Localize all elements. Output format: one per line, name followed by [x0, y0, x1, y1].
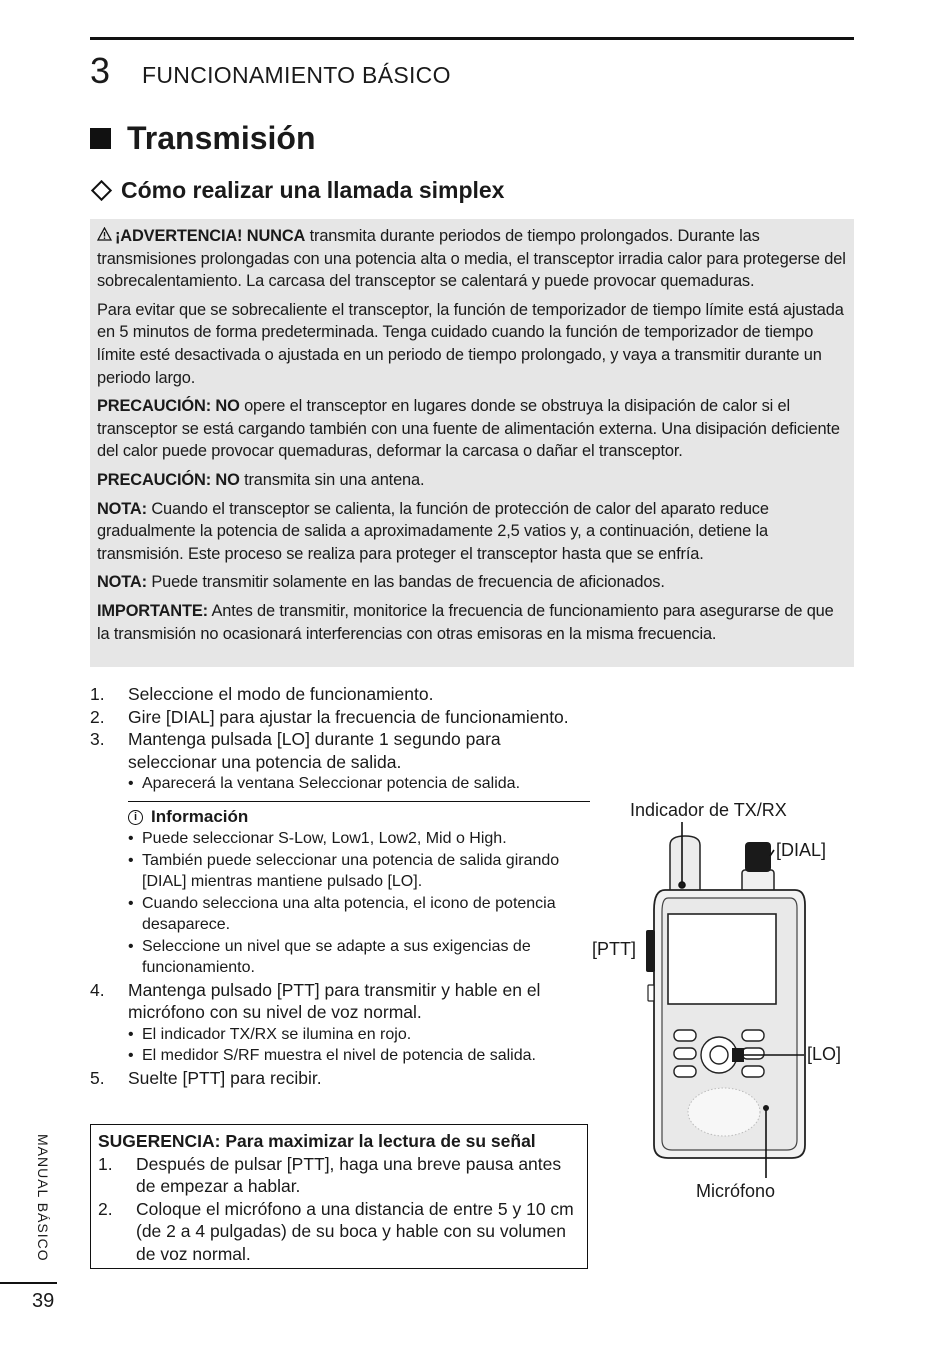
- warning-label: ¡ADVERTENCIA! NUNCA: [115, 227, 306, 245]
- info-bullet: [90, 936, 590, 979]
- bullet-dot: •: [128, 894, 134, 912]
- step-bullet: [90, 1024, 590, 1046]
- caution-label: PRECAUCIÓN: NO: [97, 470, 240, 489]
- step-text: Mantenga pulsada [LO] durante 1 segundo para seleccionar una potencia de salida.: [128, 729, 501, 772]
- bullet-text: Aparecerá la ventana Seleccionar potencia de salida.: [142, 775, 521, 792]
- speaker-grille: [688, 1088, 760, 1136]
- page-number-rule: [0, 1282, 57, 1284]
- tip-title: SUGERENCIA: Para maximizar la lectura de su señal: [98, 1131, 536, 1151]
- diamond-bullet-icon: [91, 180, 112, 201]
- note-paragraph-2: [97, 571, 847, 594]
- chapter-header: [90, 50, 451, 92]
- note-text: Cuando el transceptor se calienta, la función de protección de calor del aparato reduce gradualmente la potencia de salida a aproximadamente 2,5 vatios y, a continuación, detiene la transmisión. Este proceso se realiza para proteger el transceptor hasta que se enfría.: [97, 499, 769, 563]
- tip-text: Coloque el micrófono a una distancia de entre 5 y 10 cm (de 2 a 4 pulgadas) de su boca y hable con su volumen de voz normal.: [136, 1198, 574, 1264]
- header-rule: [90, 37, 854, 40]
- note-paragraph-1: [97, 498, 847, 566]
- step-number: 2.: [90, 706, 105, 727]
- step-text: Suelte [PTT] para recibir.: [128, 1067, 322, 1088]
- section-title: Transmisión: [127, 120, 316, 156]
- step-number: 1.: [90, 684, 105, 704]
- caution-label: PRECAUCIÓN: NO: [97, 397, 240, 416]
- bullet-dot: •: [128, 830, 134, 847]
- note-label: NOTA:: [97, 573, 147, 592]
- step-bullet: [90, 1045, 590, 1067]
- square-bullet-icon: [90, 128, 111, 149]
- ptt-key: [646, 930, 655, 972]
- step-item: [90, 683, 590, 706]
- label-ptt: [PTT]: [592, 939, 636, 959]
- warning-paragraph-2: Para evitar que se sobrecaliente el transceptor, la función de temporizador de tiempo límite está ajustada en 5 minutos de forma predeterminada. Tenga cuidado cuando la función de temporizador de tiempo límite esté desactivada o ajustada en un periodo de tiempo prolongado, y vaya a transmitir durante un periodo largo.: [97, 300, 844, 387]
- note-label: NOTA:: [97, 499, 147, 518]
- subsection-title: Cómo realizar una llamada simplex: [121, 177, 505, 203]
- label-dial: [DIAL]: [776, 840, 827, 860]
- info-title: Información: [151, 807, 249, 826]
- tip-text: Después de pulsar [PTT], haga una breve pausa antes de empezar a hablar.: [136, 1153, 562, 1196]
- step-number: 4.: [90, 979, 105, 1000]
- caution-text: transmita sin una antena.: [239, 470, 425, 489]
- step-item: [90, 728, 590, 773]
- important-paragraph: [97, 600, 847, 645]
- tip-number: 1.: [98, 1153, 113, 1174]
- note-text: Puede transmitir solamente en las bandas de frecuencia de aficionados.: [146, 573, 665, 592]
- bullet-text: El indicador TX/RX se ilumina en rojo.: [142, 1025, 412, 1043]
- tip-item: [98, 1198, 580, 1266]
- step-item: [90, 1067, 590, 1090]
- chapter-title: FUNCIONAMIENTO BÁSICO: [142, 62, 451, 88]
- bullet-text: Cuando selecciona una alta potencia, el icono de potencia desaparece.: [142, 894, 556, 933]
- bullet-text: Seleccione un nivel que se adapte a sus exigencias de funcionamiento.: [142, 937, 531, 976]
- lo-key: [732, 1048, 744, 1062]
- label-lo: [LO]: [807, 1044, 842, 1064]
- step-bullet: [90, 773, 590, 795]
- steps-list: [90, 683, 590, 1089]
- step-item: [90, 979, 590, 1024]
- bullet-dot: •: [128, 1025, 134, 1043]
- info-bullet: [90, 828, 590, 850]
- bullet-dot: •: [128, 937, 134, 955]
- side-label: [33, 1134, 55, 1274]
- bullet-text: También puede seleccionar una potencia de salida girando [DIAL] mientras mantiene pulsado [LO].: [142, 851, 560, 890]
- dial-knob: [742, 842, 774, 892]
- section-heading: [90, 120, 316, 157]
- info-heading: [90, 806, 590, 828]
- important-text: Antes de transmitir, monitorice la frecuencia de funcionamiento para asegurarse de que la transmisión no ocasionará interferencias con otras emisoras en la misma frecuencia.: [97, 601, 834, 643]
- tip-box: [90, 1124, 588, 1269]
- step-text: Mantenga pulsado [PTT] para transmitir y hable en el micrófono con su nivel de voz normal.: [128, 979, 541, 1022]
- info-bullet: [90, 850, 590, 893]
- side-label-text: MANUAL BÁSICO: [35, 1134, 51, 1262]
- info-bullet: [90, 893, 590, 936]
- bullet-dot: •: [128, 775, 134, 792]
- caution-paragraph-2: [97, 469, 847, 492]
- radio-screen: [668, 914, 776, 1004]
- step-number: 3.: [90, 729, 105, 749]
- step-text: Gire [DIAL] para ajustar la frecuencia de funcionamiento.: [128, 706, 569, 727]
- page-number: 39: [32, 1290, 55, 1312]
- transceiver-illustration: [590, 790, 860, 1210]
- warning-paragraph: [97, 225, 847, 293]
- tip-number: 2.: [98, 1198, 113, 1219]
- bullet-dot: •: [128, 1047, 134, 1064]
- caution-paragraph-1: [97, 395, 847, 463]
- warning-box: [90, 219, 854, 667]
- info-circle-icon: i: [128, 810, 143, 825]
- step-number: 5.: [90, 1067, 105, 1088]
- warning-triangle-icon: [97, 225, 115, 248]
- warning-text: transmita durante periodos de tiempo prolongados. Durante las transmisiones prolongadas con una potencia alta o media, el transceptor irradia calor para protegerse del sobrecalentamiento. La carcasa del transceptor se calentará y puede provocar quemaduras.: [97, 227, 846, 291]
- subsection-heading: [90, 177, 504, 204]
- info-rule: [128, 801, 590, 803]
- antenna: [670, 836, 700, 898]
- chapter-number: 3: [90, 50, 111, 91]
- keypad: [674, 1030, 764, 1077]
- step-text: Seleccione el modo de funcionamiento.: [128, 684, 434, 704]
- bullet-text: Puede seleccionar S-Low, Low1, Low2, Mid o High.: [142, 830, 507, 847]
- step-item: [90, 706, 590, 729]
- caution-text: opere el transceptor en lugares donde se obstruya la disipación de calor si el transceptor se está cargando también con una fuente de alimentación externa. Una disipación deficiente del calor puede provocar quemaduras, deformar la carcasa o dañar el transceptor.: [97, 397, 840, 461]
- bullet-dot: •: [128, 851, 134, 869]
- label-txrx: Indicador de TX/RX: [630, 800, 787, 820]
- bullet-text: El medidor S/RF muestra el nivel de potencia de salida.: [142, 1047, 536, 1064]
- label-mic: Micrófono: [696, 1181, 776, 1201]
- tip-item: [98, 1153, 580, 1198]
- important-label: IMPORTANTE:: [97, 601, 208, 620]
